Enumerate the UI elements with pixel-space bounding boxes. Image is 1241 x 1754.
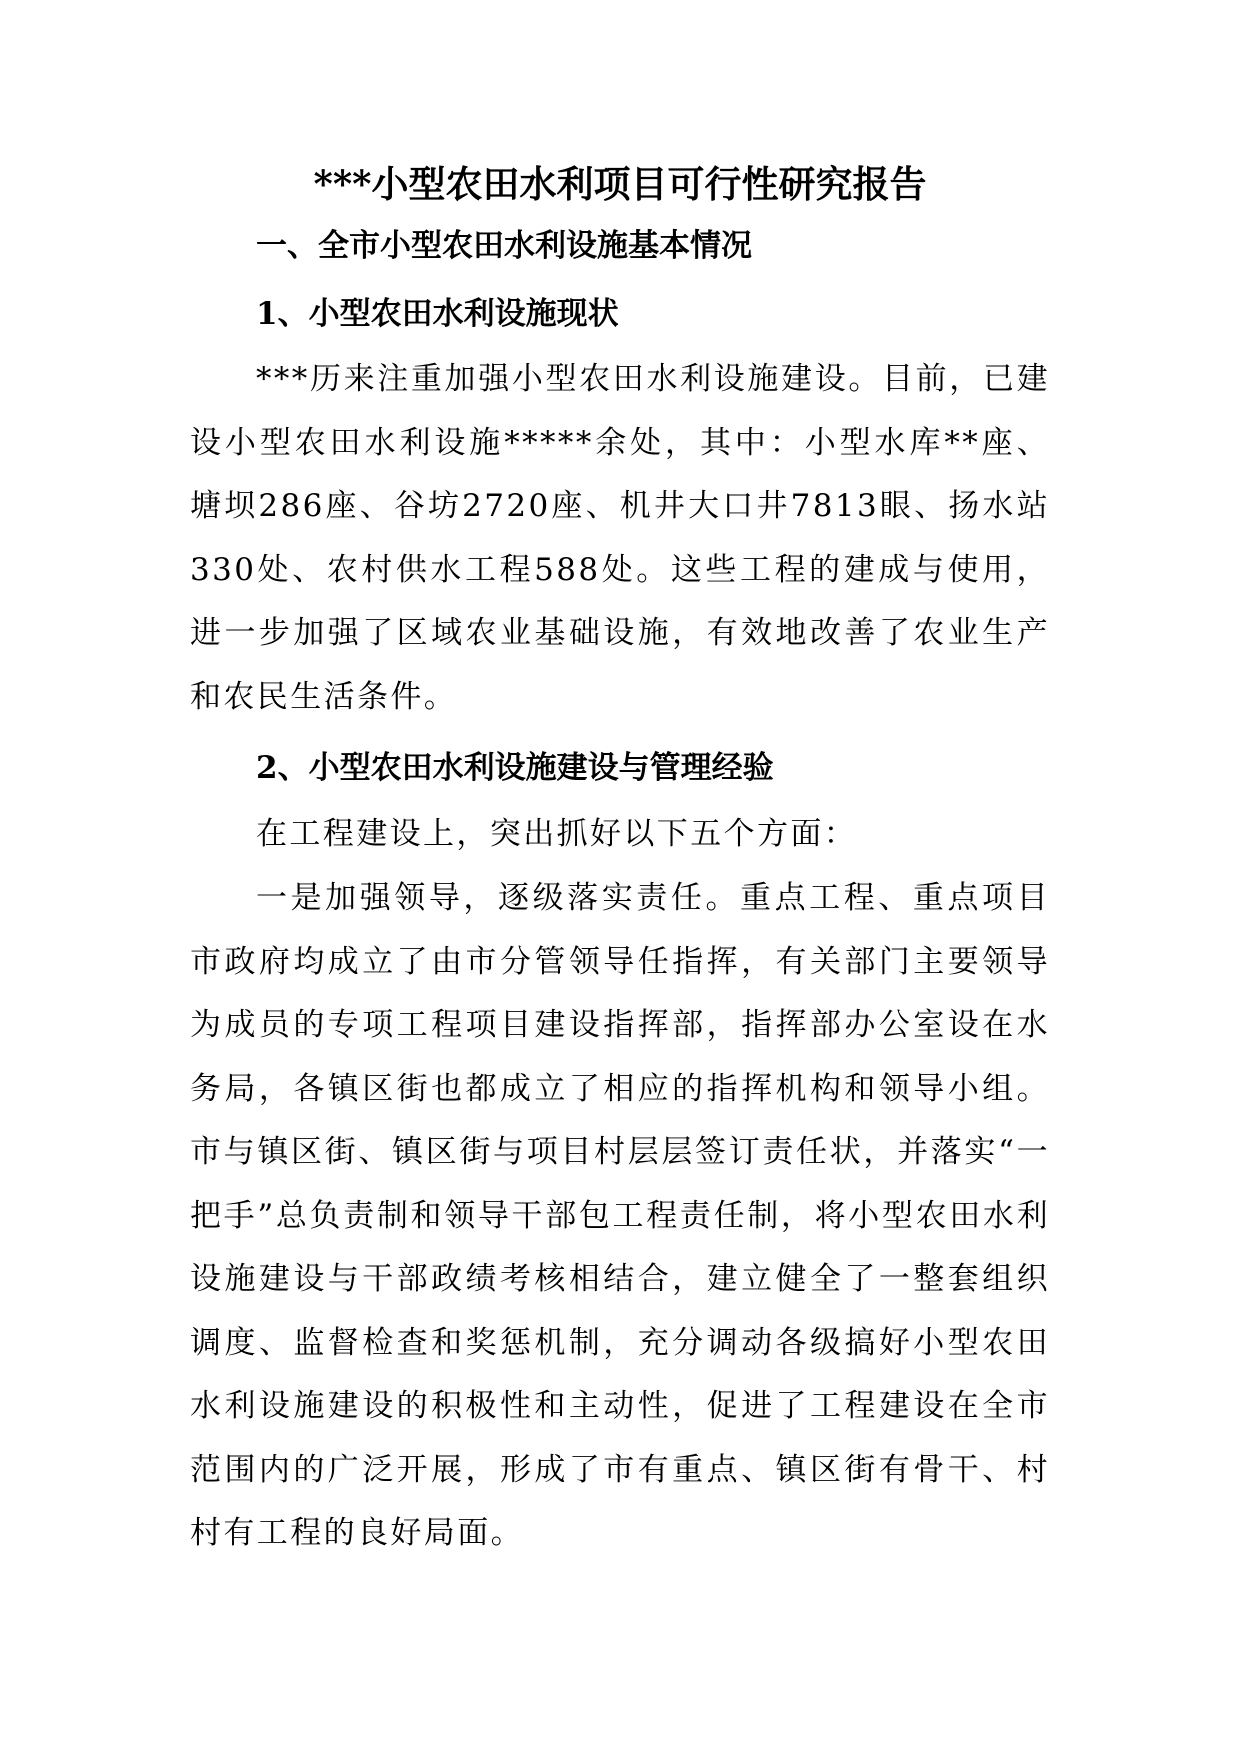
subsection-heading-status: 1、小型农田水利设施现状	[256, 296, 619, 332]
paragraph-status: ***历来注重加强小型农田水利设施建设。目前，已建设小型农田水利设施*****余处，其中：小型水库**座、塘坝286座、谷坊2720座、机井大口井7813眼、扬水站330处、农村供水工程588处。这些工程的建成与使用，进一步加强了区域农业基础设施，有效地改善了农业生产和农民生活条件。	[190, 361, 1050, 715]
document-title: ***小型农田水利项目可行性研究报告	[313, 162, 927, 206]
paragraph-point-one: 一是加强领导，逐级落实责任。重点工程、重点项目市政府均成立了由市分管领导任指挥，有关部门主要领导为成员的专项工程项目建设指挥部，指挥部办公室设在水务局，各镇区街也都成立了相应的指挥机构和领导小组。市与镇区街、镇区街与项目村层层签订责任状，并落实“一把手”总负责制和领导干部包工程责任制，将小型农田水利设施建设与干部政绩考核相结合，建立健全了一整套组织调度、监督检查和奖惩机制，充分调动各级搞好小型农田水利设施建设的积极性和主动性，促进了工程建设在全市范围内的广泛开展，形成了市有重点、镇区街有骨干、村村有工程的良好局面。	[190, 880, 1050, 1551]
section-heading: 一、全市小型农田水利设施基本情况	[256, 228, 752, 264]
subsection-heading-experience: 2、小型农田水利设施建设与管理经验	[256, 750, 774, 786]
paragraph-intro: 在工程建设上，突出抓好以下五个方面：	[256, 816, 858, 852]
